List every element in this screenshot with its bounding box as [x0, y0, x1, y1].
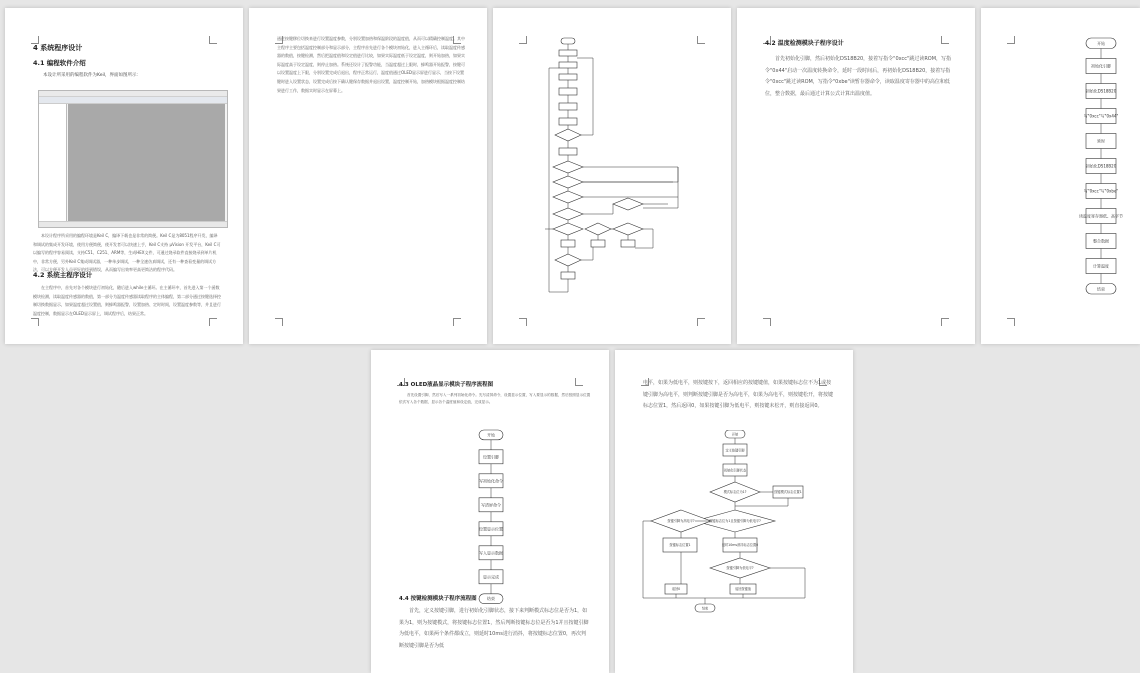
paragraph-keil: 本设计程序所采用的编程环境是Keil C，编译下载也是非常的简便。Keil C是为8051程序开发、编译和调试的集成开发环境，使用方便简便，使开发者可以快速上手，Keil C支持 μVision 开发平台，Keil C可以编写的程序容易阅读，支持C51、C251、ARM等，生成HEX文件，可通过烧录软件直接烧录到单片机中，非常方便，另外Keil C集成调试器，一种单步调试，一种全速仿真调试，还有一种查看变量的调试方法，可以方便开发人员更好的找到错误，从而编写出效率更高更简洁的程序代码。	[33, 233, 221, 273]
chapter-heading: 4 系统程序设计	[33, 44, 83, 52]
flow-step-label: 初始化DS18B20	[1085, 88, 1117, 94]
page-6	[371, 350, 609, 673]
flow-mode-label: 模式标志位为1?	[723, 490, 747, 494]
page-2	[249, 8, 487, 344]
flow-delay-label: 延时10ms消抖标志位置0	[721, 543, 759, 547]
flow-end-label: 结束	[701, 606, 709, 611]
section-heading-temp: 4.2 温度检测模块子程序设计	[765, 40, 844, 47]
paragraph-temp: 首先初始化引脚，然后初始化DS18B20，接着写指令"0xcc"跳过读ROM，写指令"0x44"启动一次温度转换命令，延时一段时间后，再初始化DS18B20，接着写指令"0xcc"跳过读ROM，写指令"0xbe"读暂存器命令，读取温度寄存器中的高位和低位，整合数据，最后通过计算公式计算出温度值。	[765, 56, 952, 97]
section-heading-4-3: 4.3 OLED液晶显示模块子程序流程图	[399, 382, 494, 388]
flow-press-mode-label: 按键模式标志位置1	[774, 490, 802, 494]
flow-step-label: 写初始化命令	[479, 478, 503, 484]
paragraph-key: 首先，定义按键引脚，进行初始化引脚状态，接下来判断模式标志位是否为1，如果为1，则为按键模式，将按键标志位置1，然后判断按键标志位是否为1并且按键引脚为低电平，如果两个条件都成立，则延时10ms进行消抖，将按键标志位置0，再次判断按键引脚是否为低	[399, 608, 589, 649]
flow-high-label: 按键引脚为高电平?	[667, 519, 695, 523]
flow-release-label: 按键标志位置1	[669, 543, 691, 547]
flow-step-label: 设置显示位置	[479, 526, 503, 532]
flow-step-label: 显示完成	[483, 574, 499, 580]
flow-step-label: 写入显示数据	[479, 550, 503, 556]
flow-step-label: 设置引脚	[483, 454, 499, 460]
page-7	[615, 350, 853, 673]
section-heading-4-4: 4.4 按键检测模块子程序流程图	[399, 596, 477, 602]
page-1	[5, 8, 243, 344]
flow-step-label: 结束	[487, 596, 495, 602]
flow-step-label: 写"0xcc"写"0xbe"	[1083, 188, 1119, 194]
page-5	[981, 8, 1140, 344]
paragraph-main-program: 在主程序中，首先对各个模块进行初始化，随后进入while主循环。在主循环中，首先进入第一个函数模块检测，读取温度传感器的数值，第一部分为温度传感器读取程序的主体编程，第二部分通过按键选择控制切换数据显示，如果温度超过设置值，则蜂鸣器报警，设置加热、定时时间，设置温度参数等，并且进行温度控制，数据显示在OLED显示屏上，调试程序后，结果正常。	[33, 285, 221, 316]
flow-define-label: 定义按键引脚	[725, 448, 745, 453]
temp-flowchart	[981, 8, 1140, 344]
flow-start-label: 开始	[731, 432, 739, 437]
paragraph-key-continued: 电平，如果为低电平，则按键按下，返回相应的按键键值，如果按键标志位不为1或按键引脚为高电平，则判断按键引脚是否为高电平，如果为高电平，则按键松开，将按键标志位置1，然后返回0，如果按键引脚为低电平，则按键未松开，则直接返回0。	[643, 380, 833, 409]
key-flowchart	[615, 430, 853, 670]
flow-step-label: 写"0xcc"写"0x44"	[1083, 113, 1119, 119]
page-3	[493, 8, 731, 344]
section-heading-4-2: 4.2 系统主程序设计	[33, 271, 93, 279]
flow-step-label: 初始化DS18B20	[1085, 163, 1117, 169]
page-4	[737, 8, 975, 344]
keil-screenshot	[38, 90, 228, 228]
flow-step-label: 写清屏命令	[481, 502, 501, 508]
flow-step-label: 整合数据	[1093, 238, 1109, 244]
flow-step-label: 初始化引脚	[1091, 63, 1111, 69]
paragraph-continued: 通过按键移位切换来进行设置温度参数，分别设置加热和保温阶段的温度值，从而可以精确控制温度。其中主程序主要包括温度控制部分和显示部分，主程序首先进行各个模块初始化，进入主循环后，读取温度传感器的数值，按键检测，然后把温度值和设定值进行比较，如果实际温度低于设定温度，则开始加热，如果实际温度高于设定温度，则停止加热。系统还设计了报警功能，当温度超过上限时，蜂鸣器开始报警，按键可以设置温度上下限，分别设置完成后退出，程序正常运行，温度值通过OLED显示屏进行显示，当按下设置键时进入设置状态，设置完成后按下确认键保存数据并退出设置，温度控制开始，加热模块根据温度控制结果进行工作，数据实时显示在屏幕上。	[277, 36, 465, 93]
flow-check-label: 按键标志位为1且按键引脚为低电平?	[709, 519, 761, 523]
flow-lowagain-label: 按键引脚为低电平?	[726, 566, 754, 570]
flow-ret0-label: 返回0	[671, 587, 681, 591]
main-program-flowchart	[493, 8, 731, 344]
flow-step-label: 结束	[1097, 286, 1105, 292]
flow-step-label: 开始	[487, 432, 495, 438]
flow-step-label: 延时	[1097, 138, 1105, 144]
flow-step-label: 读温度寄存器低、高字节	[1079, 213, 1123, 219]
flow-retkey-label: 返回按键值	[735, 587, 751, 591]
flow-init-label: 初始化引脚状态	[723, 468, 747, 473]
flow-step-label: 计算温度	[1093, 263, 1109, 269]
section-heading-4-1: 4.1 编程软件介绍	[33, 59, 86, 67]
intro-text: 本设计所采用的编程软件为Keil，界面如图所示：	[43, 73, 141, 78]
paragraph-oled: 首先设置引脚，然后写入一系列初始化命令。先写清屏命令，设置显示位置，写入要显示的数据，然后按照显示位置依次写入各个数据，显示各个温度值和设定值，完成显示。	[399, 393, 591, 404]
flow-step-label: 开始	[1097, 40, 1105, 46]
